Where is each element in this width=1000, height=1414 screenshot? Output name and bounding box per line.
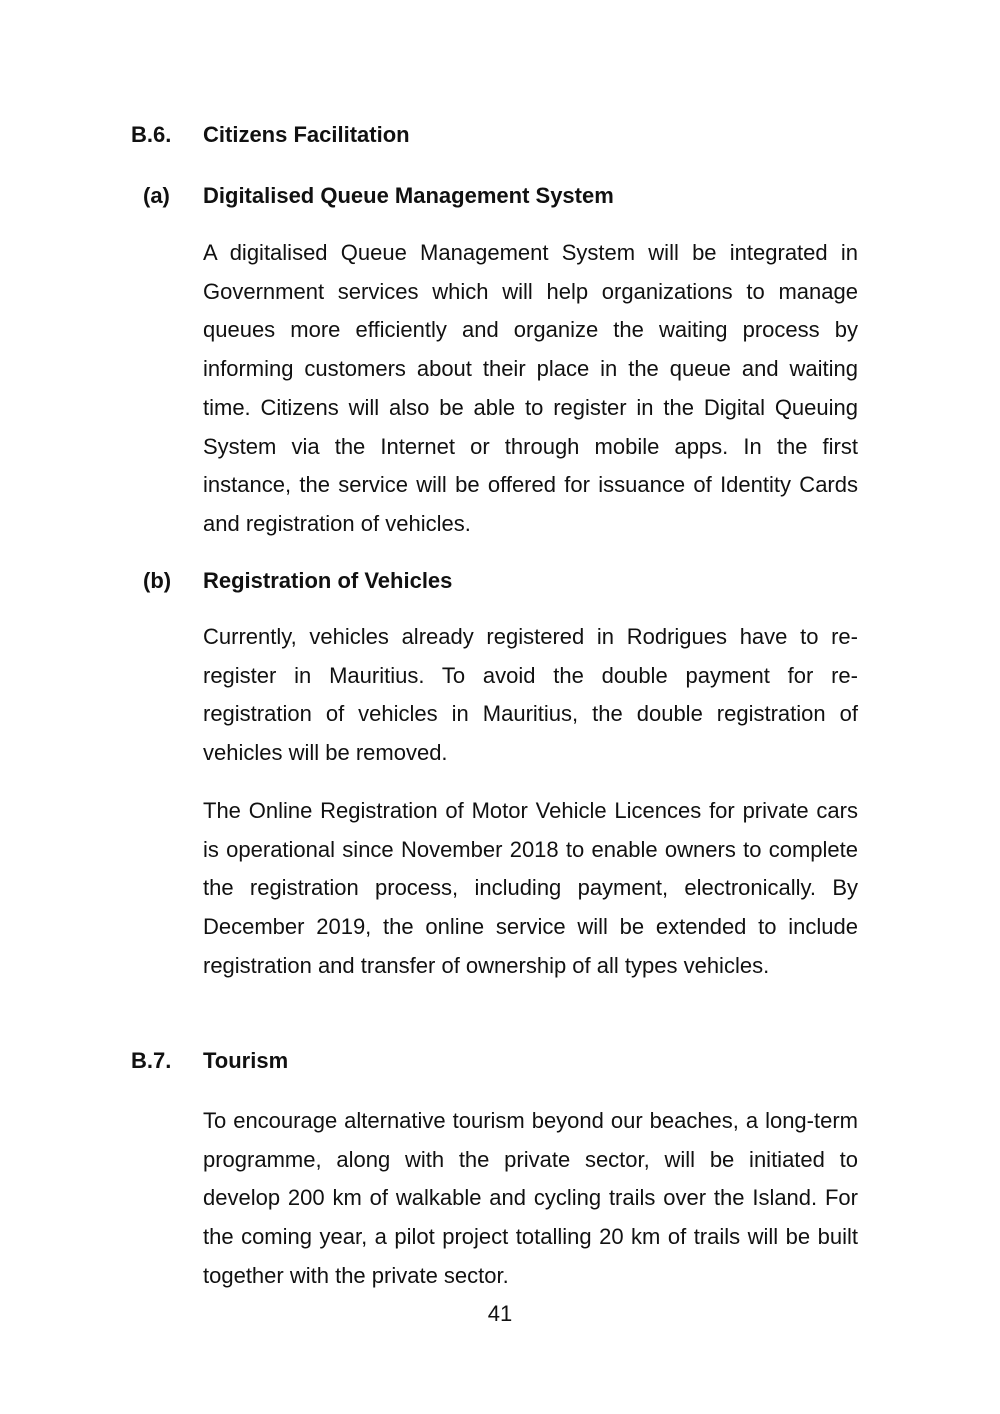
section-b7-number: B.7. [131, 1048, 172, 1073]
subsection-a-paragraph: A digitalised Queue Management System will be integrated in Government services which will help organizations to manage queues more efficiently and organize the waiting process by informing customers about their place in the queue and waiting time. Citizens will also be able to register in the Digital Queuing System via the Internet or through mobile apps. In the first instance, the service will be offered for issuance of Identity Cards and registration of vehicles. [203, 240, 858, 536]
section-b6-title: Citizens Facilitation [203, 122, 410, 147]
section-b7-paragraph: To encourage alternative tourism beyond our beaches, a long-term programme, along with the private sector, will be initiated to develop 200 km of walkable and cycling trails over the Island. For the coming year, a pilot project totalling 20 km of trails will be built together with the private sector. [203, 1108, 858, 1288]
subsection-b-title: Registration of Vehicles [203, 568, 453, 593]
subsection-a-title: Digitalised Queue Management System [203, 183, 614, 208]
subsection-b-paragraph-2: The Online Registration of Motor Vehicle Licences for private cars is operational since November 2018 to enable owners to complete the registration process, including payment, electronically. By December 2019, the online service will be extended to include registration and transfer of ownership of all types vehicles. [203, 798, 858, 978]
section-b6-number: B.6. [131, 122, 172, 147]
subsection-a-label: (a) [143, 183, 170, 208]
subsection-b-label: (b) [143, 568, 172, 593]
subsection-b-paragraph-1: Currently, vehicles already registered in Rodrigues have to re-register in Mauritius. To avoid the double payment for re-registration of vehicles in Mauritius, the double registration of vehicles will be removed. [203, 624, 858, 766]
page-number: 41 [487, 1301, 513, 1326]
section-b7-title: Tourism [203, 1048, 289, 1073]
